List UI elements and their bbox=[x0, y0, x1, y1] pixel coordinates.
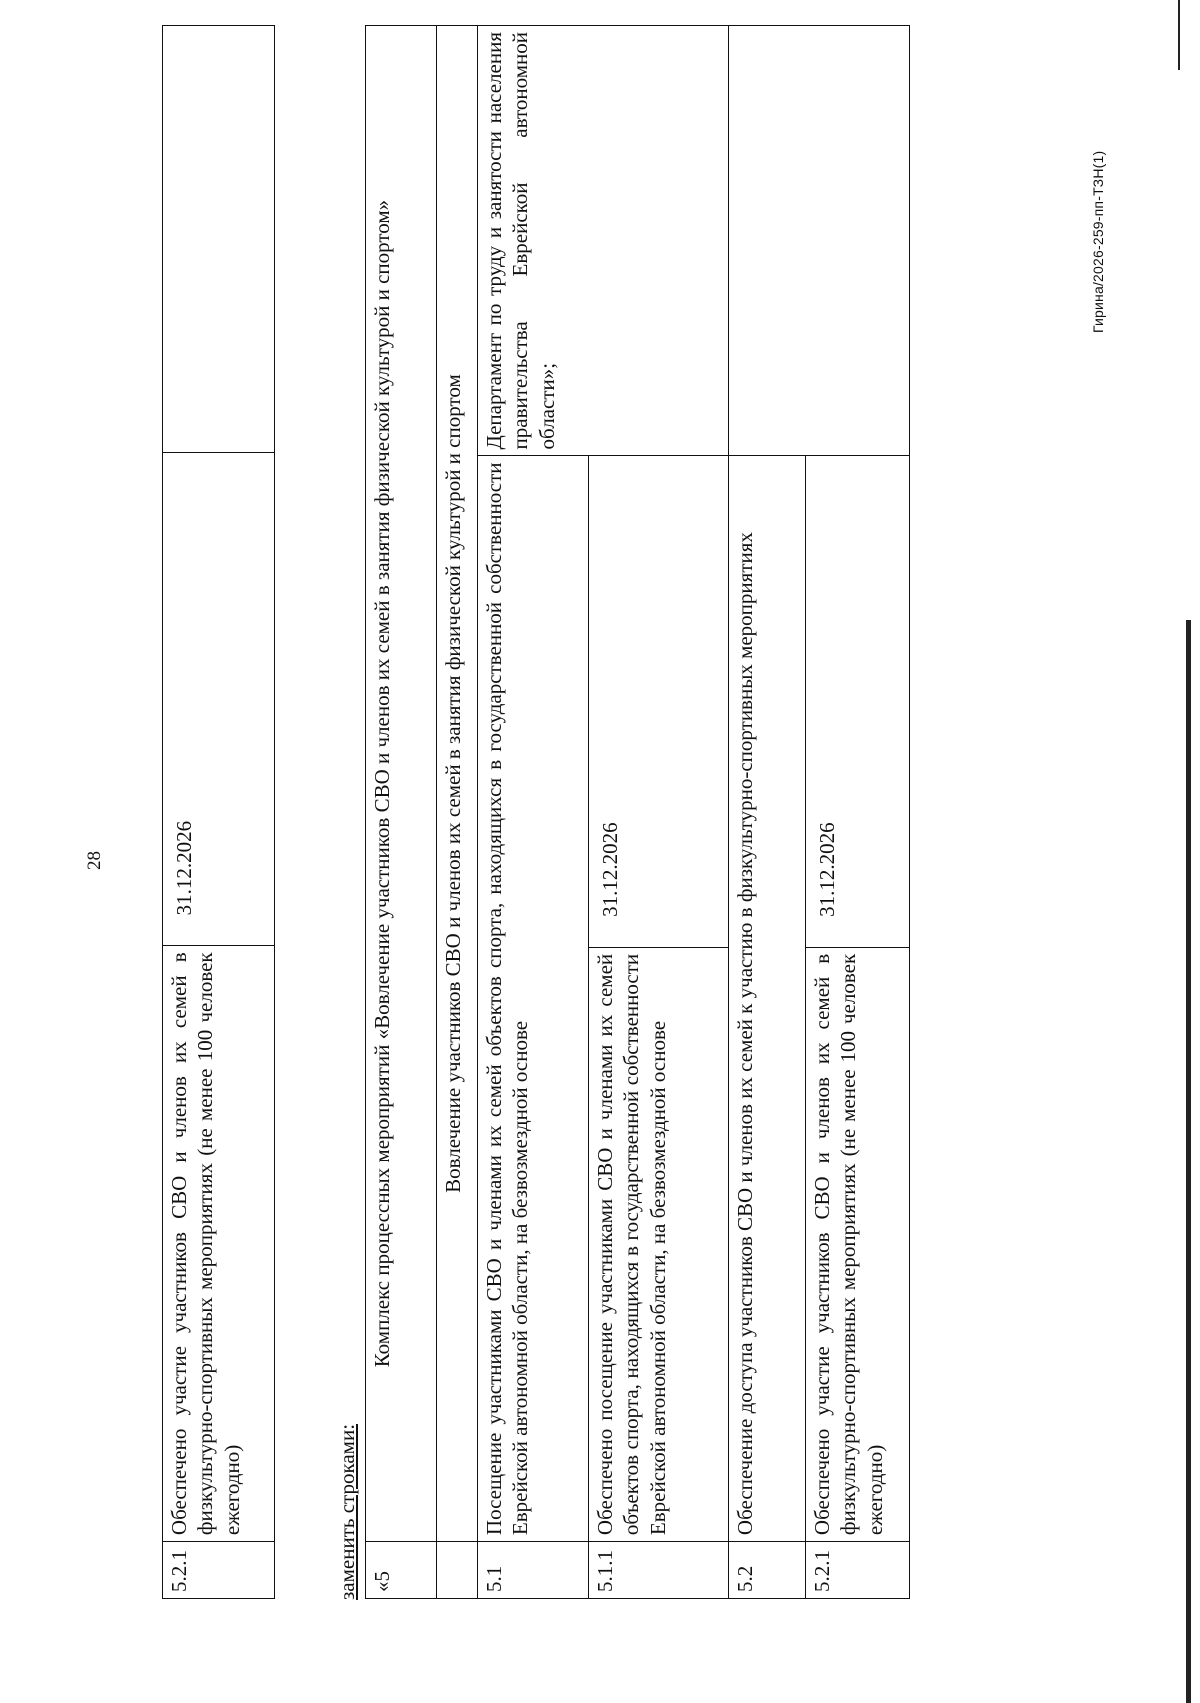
row-date: 31.12.2026 bbox=[589, 456, 729, 947]
row-number: 5.2.1 bbox=[806, 1542, 910, 1599]
row-responsible-empty bbox=[729, 26, 910, 456]
task-number-empty bbox=[437, 1542, 478, 1599]
section-number: «5 bbox=[366, 1542, 437, 1599]
previous-table-fragment bbox=[162, 25, 275, 1599]
row-number: 5.2.1 bbox=[163, 1542, 275, 1599]
row-text: Обеспечение доступа участников СВО и членов их семей к участию в физкультурно-спортивных мероприятиях bbox=[729, 456, 806, 1542]
row-number: 5.1 bbox=[478, 1542, 589, 1599]
section-row bbox=[366, 26, 437, 1599]
scan-edge-mark bbox=[1178, 0, 1180, 70]
table-row bbox=[729, 26, 806, 1599]
section-title: Комплекс процессных мероприятий «Вовлечение участников СВО и членов их семей в занятия физической культурой и спортом» bbox=[366, 26, 437, 1542]
row-date: 31.12.2026 bbox=[163, 453, 275, 946]
footer-document-code: Гирина/2026-259-пп-ТЗН(1) bbox=[1090, 150, 1106, 333]
task-row bbox=[437, 26, 478, 1599]
replace-label: заменить строками: bbox=[335, 1423, 359, 1600]
task-title: Вовлечение участников СВО и членов их семей в занятия физической культурой и спортом bbox=[437, 26, 478, 1542]
row-text: Посещение участниками СВО и членами их семей объектов спорта, находящихся в государственной собственности Еврейской автономной области, на безвозмездной основе bbox=[478, 456, 589, 1542]
row-text: Обеспечено участие участников СВО и членов их семей в физкультурно-спортивных мероприятиях (не менее 100 человек ежегодно) bbox=[806, 947, 910, 1541]
row-text: Обеспечено посещение участниками СВО и членами их семей объектов спорта, находящихся в государственной собственности Еврейской автономной области, на безвозмездной основе bbox=[589, 947, 729, 1541]
page-number: 28 bbox=[84, 851, 105, 870]
row-date: 31.12.2026 bbox=[806, 456, 910, 947]
row-responsible bbox=[163, 26, 275, 453]
row-responsible: Департамент по труду и занятости населения правительства Еврейской автономной области»; bbox=[478, 26, 729, 456]
row-number: 5.2 bbox=[729, 1542, 806, 1599]
table-row bbox=[478, 26, 589, 1599]
replacement-table bbox=[365, 25, 910, 1599]
scan-edge-mark bbox=[1186, 620, 1191, 1703]
row-text: Обеспечено участие участников СВО и членов их семей в физкультурно-спортивных мероприятиях (не менее 100 человек ежегодно) bbox=[163, 946, 275, 1542]
table-row bbox=[163, 26, 275, 1599]
row-number: 5.1.1 bbox=[589, 1542, 729, 1599]
